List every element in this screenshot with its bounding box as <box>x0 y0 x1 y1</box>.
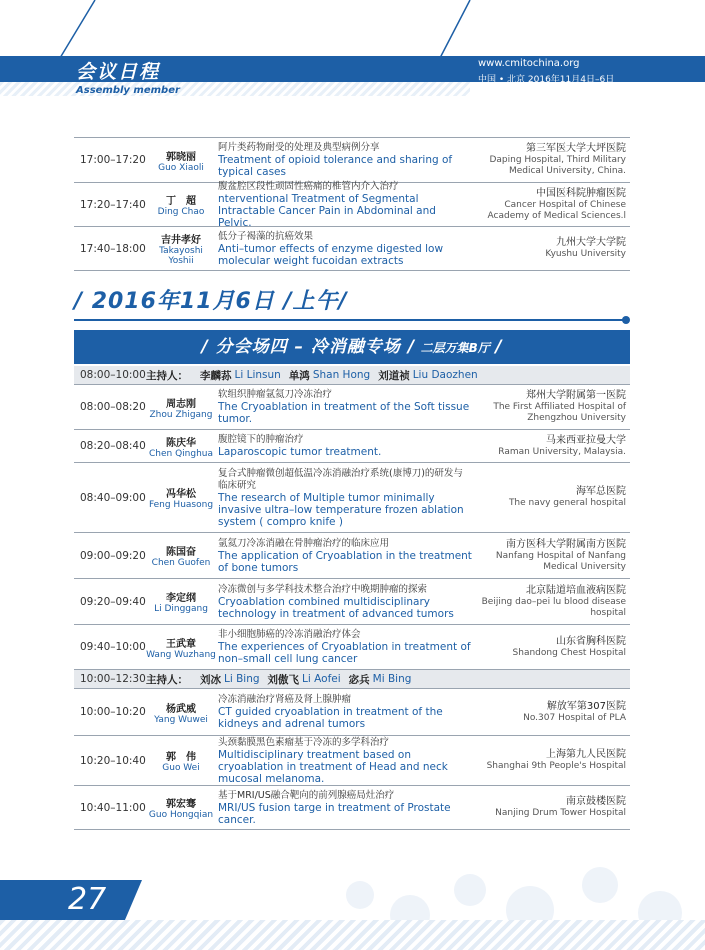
topic-en: CT guided cryoablation in treatment of the kidneys and adrenal tumors <box>218 706 443 730</box>
row-time: 10:40–11:00 <box>80 801 146 814</box>
speaker-name-en: Feng Huasong <box>148 500 214 510</box>
row-time: 08:00–08:20 <box>80 401 146 413</box>
speaker-name-en: Takayoshi Yoshii <box>159 246 203 266</box>
topic-zh: 阿片类药物耐受的处理及典型病例分享 <box>218 142 380 153</box>
row-speaker <box>146 700 216 725</box>
row-time: 17:40–18:00 <box>80 242 146 255</box>
institution-zh: 南方医科大学附属南方医院 <box>506 538 626 550</box>
topic-en: The experiences of Cryoablation in treatment of non–small cell lung cancer <box>218 641 471 665</box>
speaker-name-zh: 吉井孝好 <box>161 235 201 246</box>
row-time: 08:40–09:00 <box>80 491 146 504</box>
schedule-session <box>74 366 630 830</box>
row-speaker <box>146 543 216 568</box>
row-institution <box>472 585 630 619</box>
institution-en: Beijing dao–pei lu blood disease hospital <box>481 596 626 618</box>
institution-en: No.307 Hospital of PLA <box>523 712 626 723</box>
topic-en: The Cryoablation in treatment of the Soft tissue tumor. <box>218 401 470 425</box>
session-end-slash: / <box>495 337 503 357</box>
day-heading: / 2016年11月6日 /上午/ <box>74 289 348 314</box>
row-institution <box>472 390 630 424</box>
chair-name-en: Li Aofei <box>302 673 341 685</box>
row-speaker <box>146 795 216 820</box>
chair-name-zh: 刘道祯 <box>378 369 410 382</box>
topic-zh: 头颈黏膜黑色素瘤基于冷冻的多学科治疗 <box>218 736 390 748</box>
row-time: 10:20–10:40 <box>80 754 146 767</box>
page-number: 27 <box>68 882 107 917</box>
header-stripe <box>0 82 470 96</box>
row-institution <box>472 749 630 772</box>
speaker-name-zh: 周志刚 <box>166 398 196 410</box>
institution-en: Kyushu University <box>545 249 626 259</box>
row-topic <box>216 231 472 267</box>
chair-name-en: Li Linsun <box>234 369 281 381</box>
row-institution <box>472 701 630 724</box>
page-title: 会议日程 <box>76 61 161 83</box>
table-row <box>74 137 630 183</box>
table-row <box>74 180 630 229</box>
chair-name-zh: 单鸿 <box>288 369 310 382</box>
schedule-top <box>74 137 630 271</box>
table-row <box>74 736 630 786</box>
row-speaker <box>146 231 216 266</box>
speaker-name-zh: 郭 伟 <box>166 752 196 763</box>
institution-en: The navy general hospital <box>508 498 626 508</box>
row-topic <box>216 629 472 665</box>
chair-name-zh: 刘冰 <box>200 673 221 686</box>
row-topic <box>216 538 472 574</box>
row-topic <box>216 468 472 528</box>
topic-en: Treatment of opioid tolerance and sharing of typical cases <box>218 154 453 178</box>
row-topic <box>216 434 472 458</box>
table-row <box>74 385 630 430</box>
institution-zh: 郑州大学附属第一医院 <box>526 390 626 401</box>
topic-zh: 基于MRI/US融合靶向的前列腺癌局灶治疗 <box>218 789 395 801</box>
footer-stripe <box>0 920 705 950</box>
header-diagonal-lines <box>0 0 705 60</box>
chair-row <box>74 670 630 689</box>
chair-name-en: Liu Daozhen <box>412 369 478 381</box>
topic-en: The application of Cryoablation in the treatment of bone tumors <box>218 549 472 574</box>
table-row <box>74 625 630 670</box>
speaker-name-zh: 郭宏骞 <box>166 799 196 810</box>
topic-en: The research of Multiple tumor minimally invasive ultra–low temperature frozen ablation system ( compro knife ) <box>218 491 464 528</box>
topic-zh: 复合式肿瘤微创超低温冷冻消融治疗系统(康博刀)的研发与临床研究 <box>218 467 463 491</box>
topic-en: Cryoablation combined multidisciplinary technology in treatment of advanced tumors <box>218 595 454 620</box>
topic-en: Anti–tumor effects of enzyme digested low molecular weight fucoidan extracts <box>218 242 444 267</box>
institution-zh: 九州大学大学院 <box>556 237 626 248</box>
table-row <box>74 463 630 533</box>
row-institution <box>472 796 630 819</box>
table-row <box>74 430 630 463</box>
row-time: 09:40–10:00 <box>80 641 146 653</box>
row-speaker <box>146 589 216 614</box>
institution-zh: 海军总医院 <box>576 486 626 497</box>
institution-zh: 南京鼓楼医院 <box>566 796 626 807</box>
row-topic <box>216 181 472 229</box>
speaker-name-zh: 丁 超 <box>166 196 196 207</box>
topic-en: MRI/US fusion targe in treatment of Prostate cancer. <box>218 801 451 826</box>
institution-en: Raman University, Malaysia. <box>498 446 626 457</box>
institution-zh: 北京陆道培血液病医院 <box>526 584 626 596</box>
row-time: 17:00–17:20 <box>80 154 146 166</box>
table-row <box>74 533 630 579</box>
chair-name-zh: 宓兵 <box>348 673 370 686</box>
row-topic <box>216 584 472 620</box>
row-time: 10:00–10:20 <box>80 706 146 718</box>
session-title: / 分会场四 – 冷消融专场 / <box>201 337 416 357</box>
row-topic <box>216 389 472 425</box>
chair-name-en: Mi Bing <box>372 673 412 685</box>
row-institution <box>472 188 630 222</box>
row-time: 09:20–09:40 <box>80 595 146 608</box>
institution-zh: 上海第九人民医院 <box>546 749 626 760</box>
chair-name-en: Shan Hong <box>312 369 371 381</box>
row-institution <box>472 237 630 260</box>
topic-zh: 非小细胞肺癌的冷冻消融治疗体会 <box>218 629 361 640</box>
chair-time: 08:00–10:00 <box>80 369 146 381</box>
table-row <box>74 786 630 830</box>
topic-en: Laparoscopic tumor treatment. <box>218 446 382 458</box>
row-institution <box>472 636 630 659</box>
row-speaker <box>146 485 216 510</box>
institution-zh: 第三军医大学大坪医院 <box>526 143 626 154</box>
topic-zh: 腹腔镜下的肿瘤治疗 <box>218 434 304 445</box>
row-institution <box>472 539 630 573</box>
topic-en: Multidisciplinary treatment based on cryoablation in treatment of Head and neck mucosal melanoma. <box>218 748 448 785</box>
topic-zh: 低分子褐藻的抗癌效果 <box>218 230 314 242</box>
institution-zh: 山东省胸科医院 <box>556 635 626 647</box>
speaker-name-zh: 郭晓丽 <box>166 151 196 163</box>
row-institution <box>472 486 630 509</box>
speaker-name-zh: 陈国奋 <box>166 547 196 558</box>
institution-zh: 马来西亚拉曼大学 <box>546 434 626 446</box>
row-topic <box>216 790 472 826</box>
row-institution <box>472 435 630 458</box>
session-room: 二层万集B厅 <box>420 341 490 355</box>
topic-en: nterventional Treatment of Segmental Intractable Cancer Pain in Abdominal and Pelvic. <box>218 192 436 229</box>
speaker-name-en: Guo Hongqian <box>148 810 214 820</box>
table-row <box>74 579 630 625</box>
institution-en: Daping Hospital, Third Military Medical University, China. <box>489 155 626 176</box>
speaker-name-en: Li Dinggang <box>154 604 208 614</box>
speaker-name-zh: 杨武威 <box>166 703 196 715</box>
topic-zh: 冷冻消融治疗肾癌及肾上腺肿瘤 <box>218 694 352 705</box>
day-divider-dot <box>622 316 630 324</box>
row-speaker <box>146 748 216 773</box>
institution-en: Nanfang Hospital of Nanfang Medical University <box>495 550 626 572</box>
row-time: 17:20–17:40 <box>80 198 146 211</box>
chair-name-zh: 刘傲飞 <box>267 673 300 686</box>
speaker-name-en: Zhou Zhigang <box>149 409 213 420</box>
institution-en: The First Affiliated Hospital of Zhengzhou University <box>493 402 626 423</box>
speaker-name-zh: 王武章 <box>166 638 196 650</box>
institution-zh: 解放军第307医院 <box>546 700 626 712</box>
topic-zh: 腹盆腔区段性顽固性癌痛的椎管内介入治疗 <box>218 180 399 192</box>
row-topic <box>216 142 472 178</box>
speaker-name-en: Guo Xiaoli <box>158 162 204 173</box>
institution-en: Shandong Chest Hospital <box>512 647 626 658</box>
row-institution <box>472 143 630 177</box>
row-time: 08:20–08:40 <box>80 440 146 452</box>
event-location-date: 中国 • 北京 2016年11月4日–6日 <box>478 75 615 85</box>
institution-en: Shanghai 9th People's Hospital <box>486 761 626 771</box>
row-speaker <box>146 192 216 217</box>
speaker-name-en: Ding Chao <box>157 207 205 217</box>
table-row <box>74 227 630 271</box>
chair-name-zh: 李麟荪 <box>200 369 232 382</box>
institution-zh: 中国医科院肿瘤医院 <box>536 187 626 199</box>
topic-zh: 软组织肿瘤氩氦刀冷冻治疗 <box>218 389 333 400</box>
speaker-name-en: Chen Guofen <box>151 558 211 568</box>
row-speaker <box>146 395 216 420</box>
chair-time: 10:00–12:30 <box>80 673 146 685</box>
row-time: 09:00–09:20 <box>80 549 146 562</box>
chair-row <box>74 366 630 385</box>
row-topic <box>216 694 472 730</box>
institution-en: Cancer Hospital of Chinese Academy of Medical Sciences.l <box>487 199 626 221</box>
speaker-name-en: Yang Wuwei <box>154 714 208 725</box>
row-speaker <box>146 635 216 660</box>
speaker-name-zh: 陈庆华 <box>166 437 196 449</box>
speaker-name-en: Guo Wei <box>162 763 200 773</box>
topic-zh: 氩氦刀冷冻消融在骨肿瘤治疗的临床应用 <box>218 537 390 549</box>
table-row <box>74 689 630 736</box>
speaker-name-en: Wang Wuzhang <box>146 649 216 660</box>
page-subtitle: Assembly member <box>76 85 180 96</box>
institution-en: Nanjing Drum Tower Hospital <box>495 808 626 818</box>
chair-label: 主持人： <box>146 369 188 382</box>
chair-name-en: Li Bing <box>224 673 260 685</box>
chair-label: 主持人： <box>146 673 188 686</box>
day-divider <box>74 319 626 321</box>
speaker-name-zh: 李定纲 <box>166 593 196 604</box>
row-topic <box>216 737 472 785</box>
speaker-name-zh: 冯华松 <box>166 489 196 500</box>
row-speaker <box>146 434 216 459</box>
row-speaker <box>146 148 216 173</box>
website-url[interactable]: www.cmitochina.org <box>478 58 580 69</box>
session-banner <box>74 330 630 364</box>
speaker-name-en: Chen Qinghua <box>148 448 213 459</box>
topic-zh: 冷冻微创与多学科技术整合治疗中晚期肿瘤的探索 <box>218 583 428 595</box>
